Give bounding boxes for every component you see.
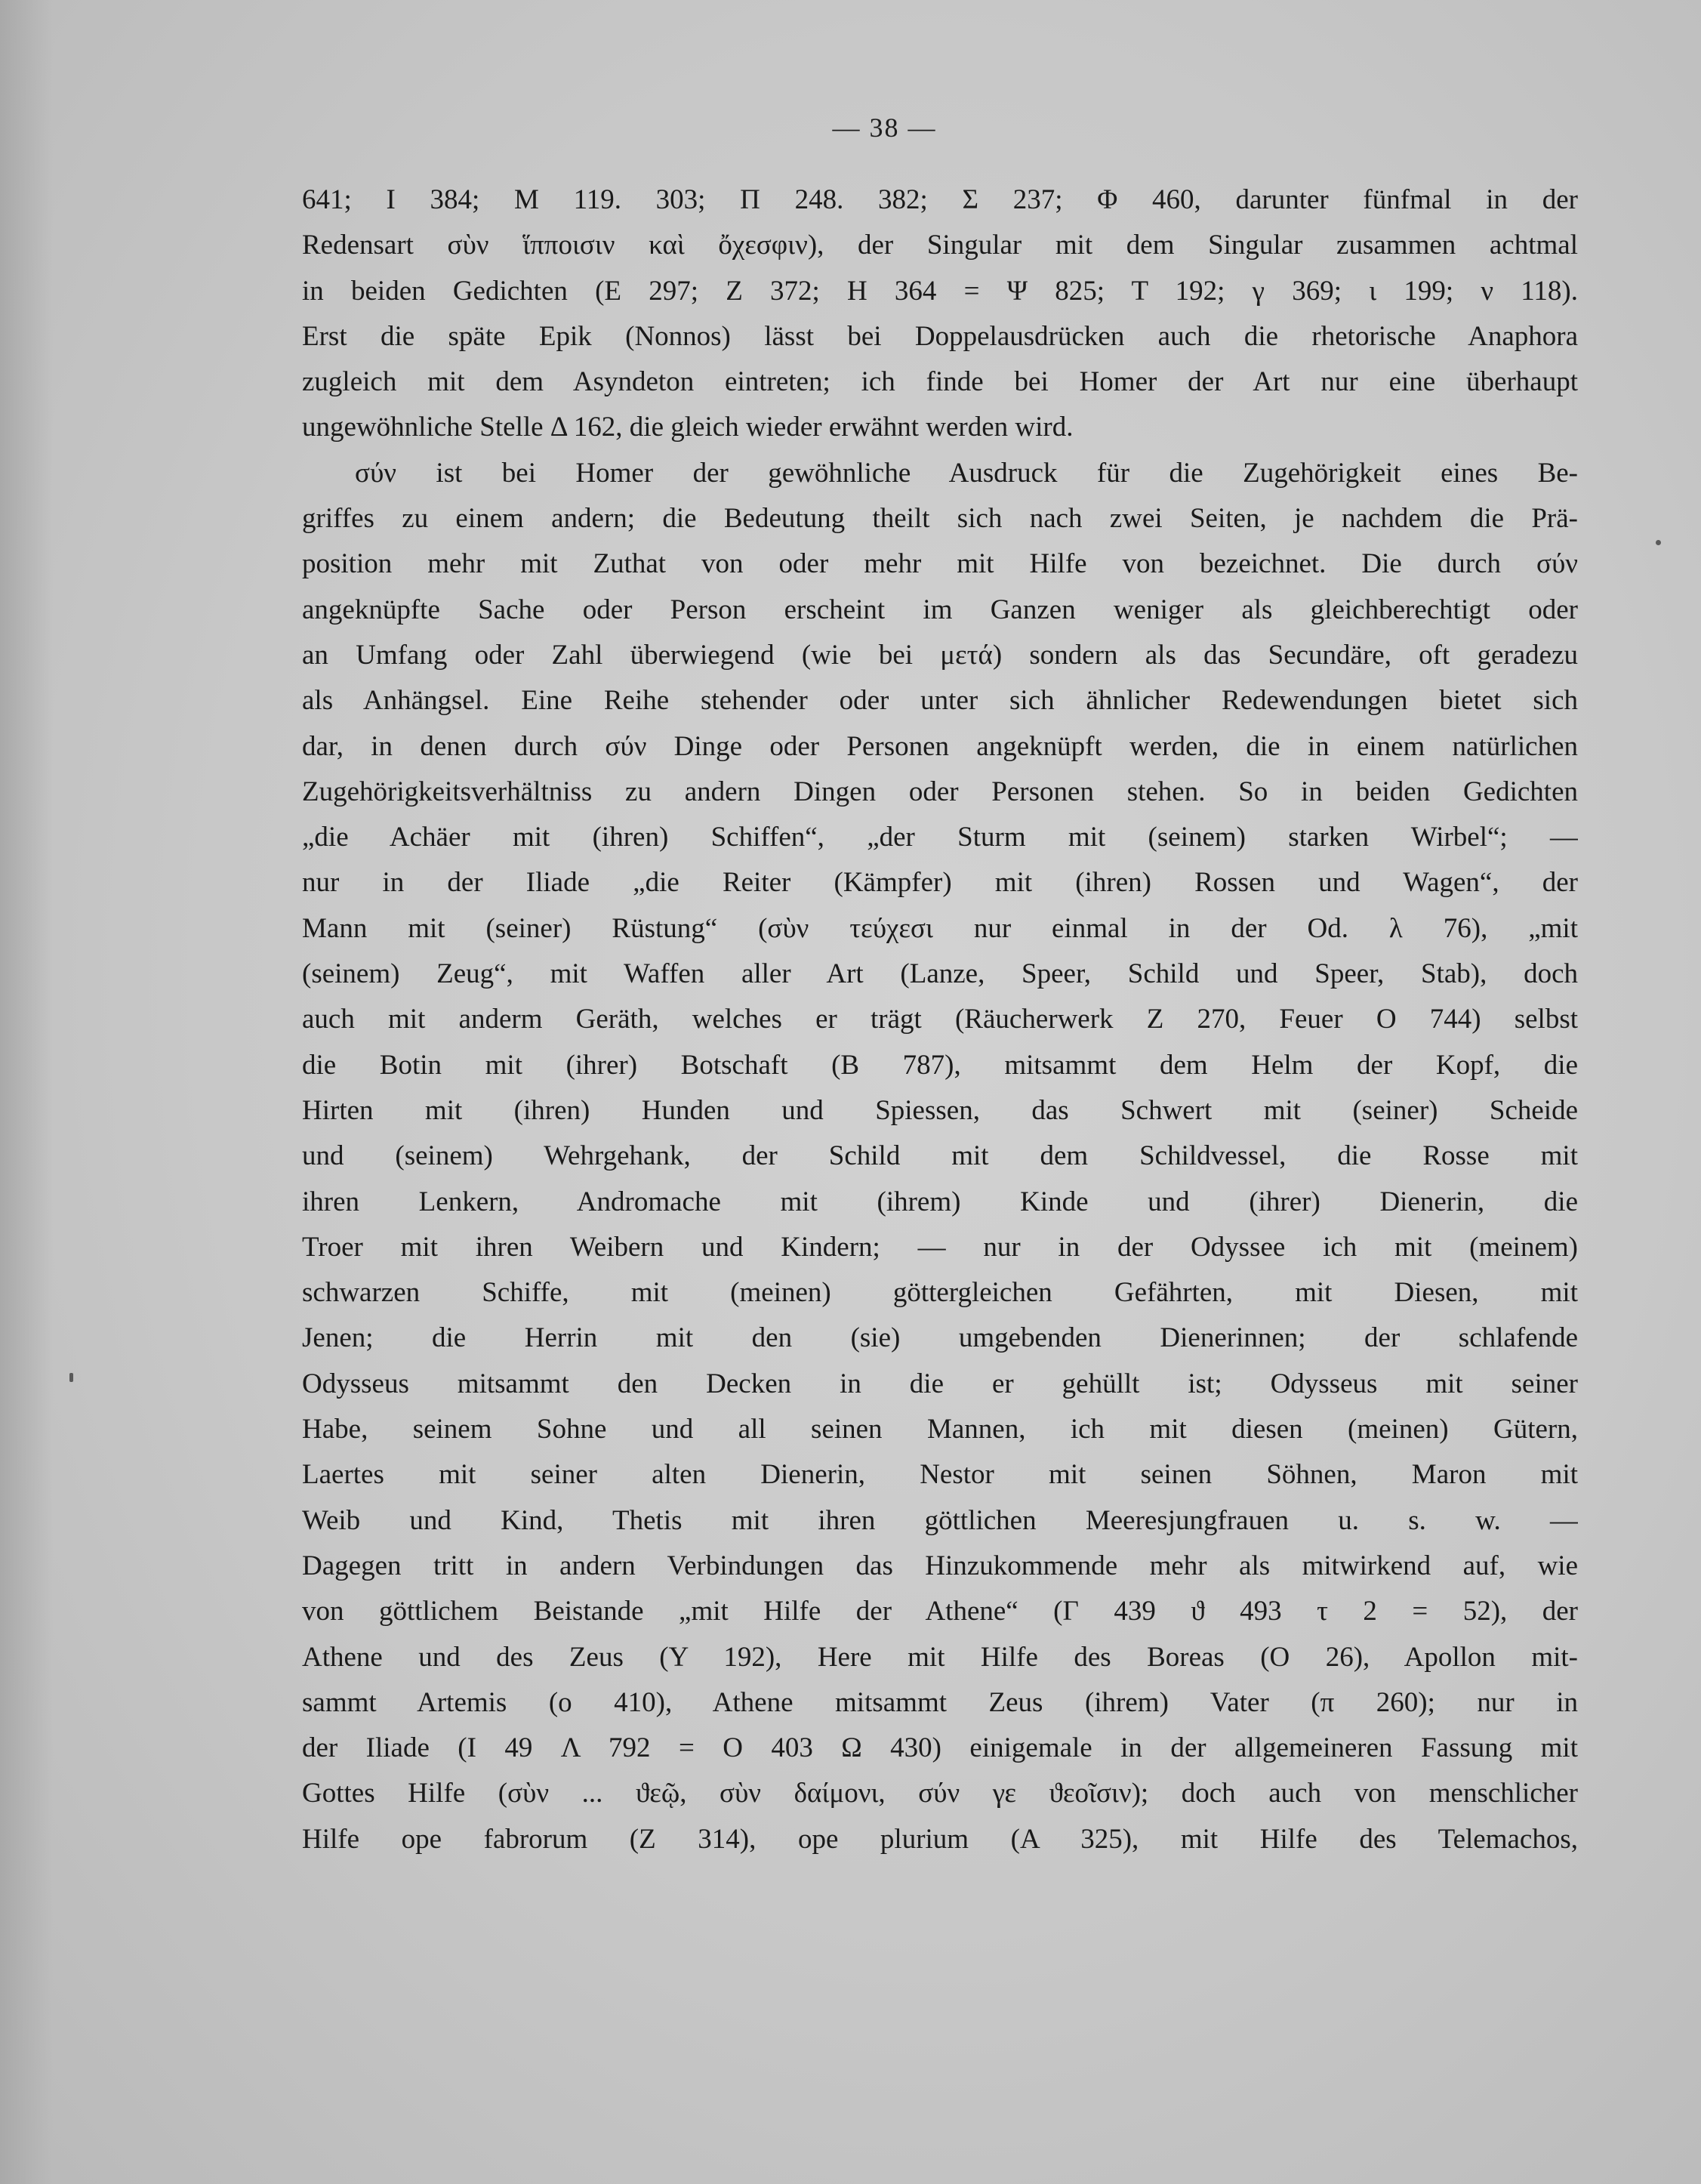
text-line: und (seinem) Wehrgehank, der Schild mit dem Schildvessel, die Rosse mit	[302, 1140, 1578, 1172]
text-line: Erst die späte Epik (Nonnos) lässt bei Doppelausdrücken auch die rhetorische Anaphora	[302, 320, 1578, 352]
text-line: σύν ist bei Homer der gewöhnliche Ausdruck für die Zugehörigkeit eines Be-	[355, 457, 1578, 489]
text-line: Troer mit ihren Weibern und Kindern; — nur in der Odyssee ich mit (meinem)	[302, 1231, 1578, 1263]
text-line: Hirten mit (ihren) Hunden und Spiessen, das Schwert mit (seiner) Scheide	[302, 1094, 1578, 1126]
text-line: Weib und Kind, Thetis mit ihren göttlichen Meeresjungfrauen u. s. w. —	[302, 1504, 1578, 1536]
text-line: Gottes Hilfe (σὺν ... ϑεῷ, σὺν δαίμονι, σύν γε ϑεοῖσιν); doch auch von menschlicher	[302, 1778, 1578, 1809]
text-line: Dagegen tritt in andern Verbindungen das Hinzukommende mehr als mitwirkend auf, wie	[302, 1550, 1578, 1581]
text-line: ungewöhnliche Stelle Δ 162, die gleich wieder erwähnt werden wird.	[302, 412, 1074, 443]
text-line: als Anhängsel. Eine Reihe stehender oder unter sich ähnlicher Redewendungen bietet sich	[302, 685, 1578, 717]
text-line: sammt Artemis (ο 410), Athene mitsammt Zeus (ihrem) Vater (π 260); nur in	[302, 1686, 1578, 1718]
scan-shadow-edge	[0, 0, 53, 2184]
text-line: „die Achäer mit (ihren) Schiffen“, „der Sturm mit (seinem) starken Wirbel“; —	[302, 822, 1578, 853]
text-line: Habe, seinem Sohne und all seinen Mannen, ich mit diesen (meinen) Gütern,	[302, 1414, 1578, 1445]
text-line: Odysseus mitsammt den Decken in die er gehüllt ist; Odysseus mit seiner	[302, 1368, 1578, 1399]
text-line: griffes zu einem andern; die Bedeutung theilt sich nach zwei Seiten, je nachdem die Prä-	[302, 503, 1578, 535]
text-line: dar, in denen durch σύν Dinge oder Personen angeknüpft werden, die in einem natürlichen	[302, 730, 1578, 762]
text-line: auch mit anderm Geräth, welches er trägt (Räucherwerk Z 270, Feuer O 744) selbst	[302, 1004, 1578, 1035]
text-line: angeknüpfte Sache oder Person erscheint im Ganzen weniger als gleichberechtigt oder	[302, 594, 1578, 625]
text-line: position mehr mit Zuthat von oder mehr mit Hilfe von bezeichnet. Die durch σύν	[302, 548, 1578, 580]
scan-speck	[69, 1373, 73, 1382]
text-line: Mann mit (seiner) Rüstung“ (σὺν τεύχεσι nur einmal in der Od. λ 76), „mit	[302, 912, 1578, 944]
text-line: zugleich mit dem Asyndeton eintreten; ich finde bei Homer der Art nur eine überhaupt	[302, 366, 1578, 398]
text-line: Jenen; die Herrin mit den (sie) umgebenden Dienerinnen; der schlafende	[302, 1322, 1578, 1354]
text-line: 641; I 384; M 119. 303; Π 248. 382; Σ 237; Φ 460, darunter fünfmal in der	[302, 184, 1578, 215]
text-line: ihren Lenkern, Andromache mit (ihrem) Kinde und (ihrer) Dienerin, die	[302, 1186, 1578, 1217]
text-line: der Iliade (I 49 Λ 792 = O 403 Ω 430) einigemale in der allgemeineren Fassung mit	[302, 1732, 1578, 1764]
text-line: nur in der Iliade „die Reiter (Kämpfer) mit (ihren) Rossen und Wagen“, der	[302, 867, 1578, 899]
text-line: Zugehörigkeitsverhältniss zu andern Dingen oder Personen stehen. So in beiden Gedichten	[302, 776, 1578, 807]
text-line: Redensart σὺν ἵπποισιν καὶ ὄχεσφιν), der Singular mit dem Singular zusammen achtmal	[302, 230, 1578, 261]
text-line: die Botin mit (ihrer) Botschaft (B 787), mitsammt dem Helm der Kopf, die	[302, 1049, 1578, 1081]
text-line: Athene und des Zeus (Υ 192), Here mit Hilfe des Boreas (O 26), Apollon mit-	[302, 1641, 1578, 1673]
scan-speck	[1656, 540, 1661, 545]
page-number: — 38 —	[832, 113, 937, 143]
text-line: an Umfang oder Zahl überwiegend (wie bei μετά) sondern als das Secundäre, oft geradezu	[302, 639, 1578, 671]
body-text	[302, 177, 1578, 1862]
text-line: Laertes mit seiner alten Dienerin, Nestor mit seinen Söhnen, Maron mit	[302, 1459, 1578, 1491]
text-line: schwarzen Schiffe, mit (meinen) göttergleichen Gefährten, mit Diesen, mit	[302, 1277, 1578, 1309]
text-line: von göttlichem Beistande „mit Hilfe der Athene“ (Γ 439 ϑ 493 τ 2 = 52), der	[302, 1596, 1578, 1627]
text-line: Hilfe ope fabrorum (Z 314), ope plurium (A 325), mit Hilfe des Telemachos,	[302, 1823, 1578, 1855]
text-line: in beiden Gedichten (E 297; Z 372; H 364 = Ψ 825; Τ 192; γ 369; ι 199; ν 118).	[302, 275, 1578, 307]
text-line: (seinem) Zeug“, mit Waffen aller Art (Lanze, Speer, Schild und Speer, Stab), doch	[302, 958, 1578, 990]
